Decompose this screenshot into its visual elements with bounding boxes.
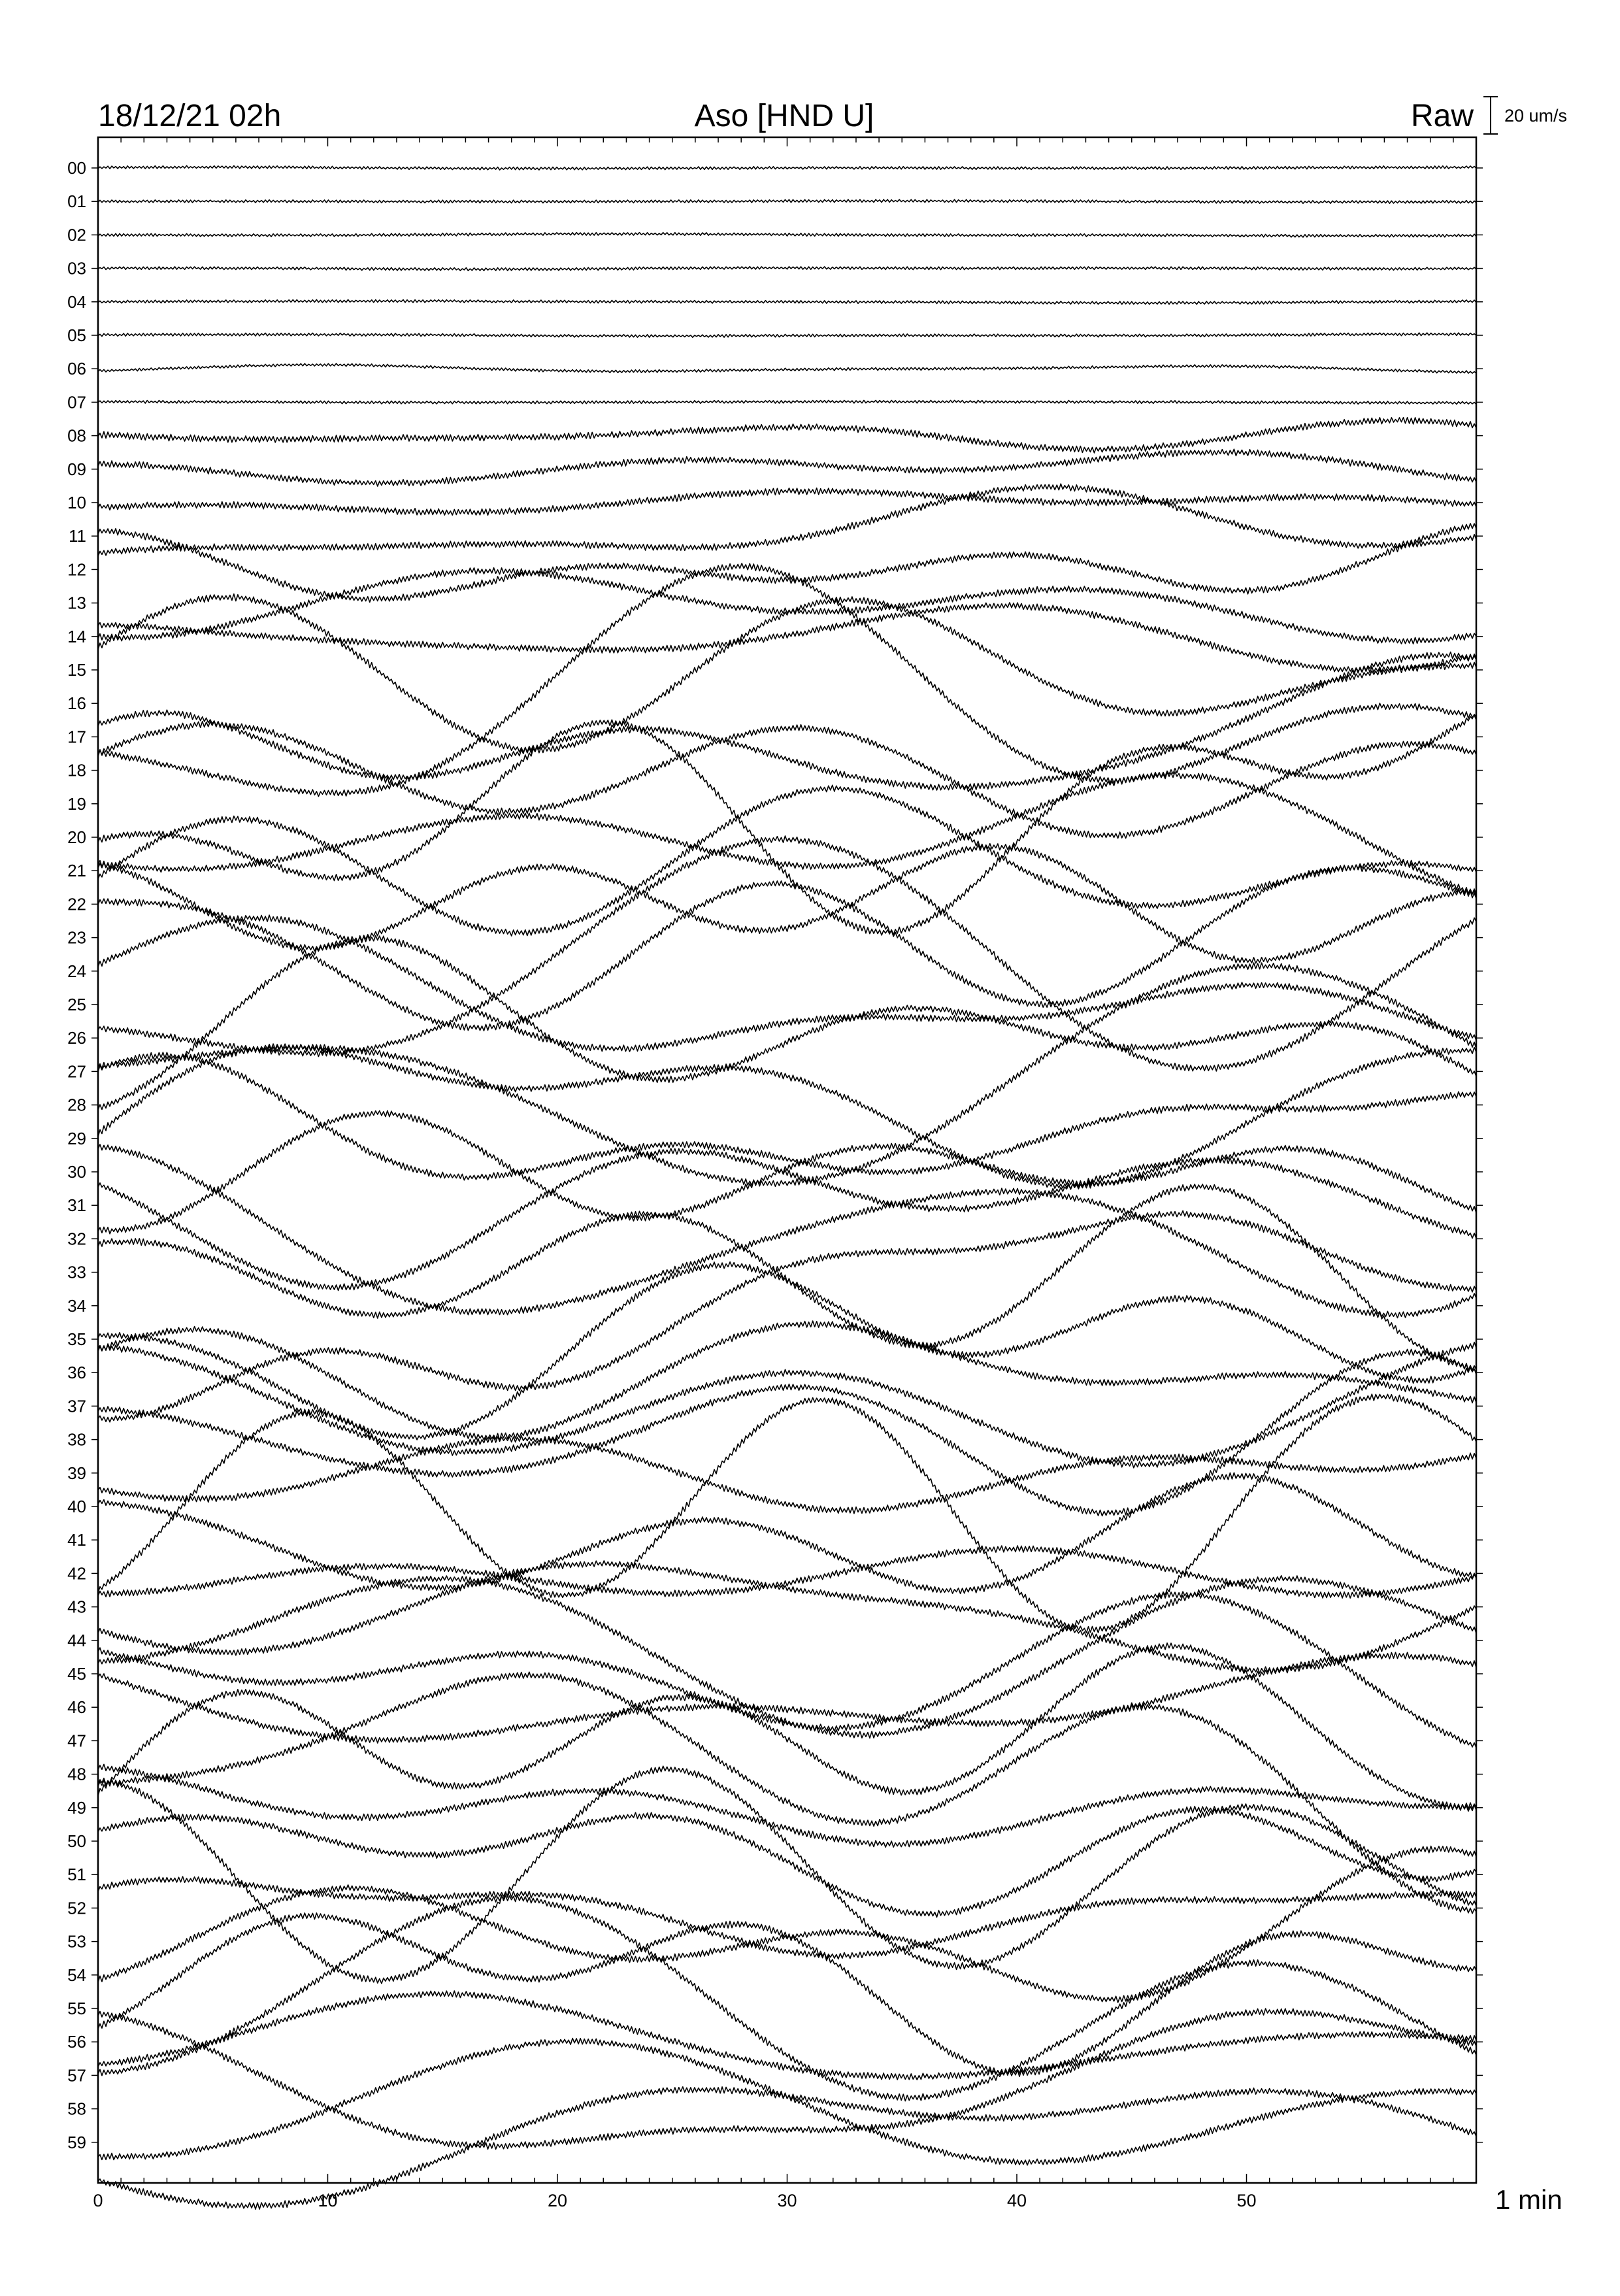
- row-label: 33: [67, 1262, 86, 1282]
- row-label: 03: [67, 258, 86, 278]
- row-label: 31: [67, 1195, 86, 1216]
- row-label: 57: [67, 2065, 86, 2086]
- x-tick-label: 50: [1236, 2191, 1257, 2210]
- row-label: 47: [67, 1731, 86, 1751]
- row-label: 43: [67, 1597, 86, 1617]
- row-label: 01: [67, 191, 86, 212]
- row-label: 45: [67, 1664, 86, 1684]
- x-tick-label: 40: [1006, 2191, 1027, 2210]
- row-label: 17: [67, 727, 86, 747]
- row-label: 26: [67, 1028, 86, 1048]
- row-label: 41: [67, 1530, 86, 1550]
- row-label: 00: [67, 158, 86, 178]
- row-label: 42: [67, 1563, 86, 1584]
- x-tick-label: 10: [318, 2191, 338, 2210]
- row-label: 59: [67, 2132, 86, 2152]
- row-label: 39: [67, 1463, 86, 1483]
- row-label: 54: [67, 1965, 86, 1985]
- row-label: 07: [67, 392, 86, 412]
- row-label: 50: [67, 1831, 86, 1851]
- row-label: 37: [67, 1396, 86, 1416]
- row-label: 38: [67, 1429, 86, 1450]
- row-label: 13: [67, 593, 86, 613]
- row-label: 51: [67, 1865, 86, 1885]
- row-label: 48: [67, 1764, 86, 1784]
- x-tick-label: 30: [777, 2191, 797, 2210]
- row-label: 27: [67, 1061, 86, 1082]
- row-label: 15: [67, 660, 86, 680]
- row-label: 53: [67, 1931, 86, 1952]
- row-label: 32: [67, 1229, 86, 1249]
- row-label: 56: [67, 2032, 86, 2052]
- row-label: 29: [67, 1128, 86, 1148]
- datetime-label: 18/12/21 02h: [98, 99, 282, 133]
- row-label: 34: [67, 1295, 86, 1316]
- station-title: Aso [HND U]: [694, 99, 874, 133]
- row-label: 04: [67, 291, 86, 312]
- row-label: 24: [67, 961, 86, 981]
- row-label: 58: [67, 2099, 86, 2119]
- scale-label: 20 um/s: [1504, 106, 1568, 125]
- row-label: 21: [67, 861, 86, 881]
- row-label: 05: [67, 325, 86, 345]
- row-label: 20: [67, 827, 86, 847]
- row-label: 10: [67, 493, 86, 512]
- row-label: 40: [67, 1497, 86, 1516]
- x-tick-label: 0: [93, 2191, 103, 2210]
- row-label: 06: [67, 359, 86, 379]
- row-label: 23: [67, 927, 86, 948]
- row-label: 46: [67, 1697, 86, 1718]
- row-label: 16: [67, 693, 86, 714]
- row-label: 12: [67, 559, 86, 580]
- row-label: 35: [67, 1329, 86, 1349]
- row-label: 28: [67, 1095, 86, 1115]
- x-unit-label: 1 min: [1495, 2184, 1562, 2215]
- row-label: 14: [67, 626, 86, 646]
- row-label: 25: [67, 995, 86, 1014]
- row-label: 19: [67, 793, 86, 814]
- row-label: 02: [67, 225, 86, 245]
- mode-label: Raw: [1410, 99, 1474, 133]
- row-label: 36: [67, 1363, 86, 1383]
- x-tick-label: 20: [547, 2191, 568, 2210]
- row-label: 52: [67, 1898, 86, 1918]
- row-label: 30: [67, 1162, 86, 1182]
- row-label: 18: [67, 760, 86, 780]
- row-label: 11: [69, 526, 86, 546]
- row-label: 09: [67, 459, 86, 479]
- row-label: 22: [67, 894, 86, 914]
- row-label: 44: [67, 1630, 86, 1650]
- row-label: 08: [67, 425, 86, 446]
- row-label: 49: [67, 1797, 86, 1818]
- row-label: 55: [67, 1999, 86, 2018]
